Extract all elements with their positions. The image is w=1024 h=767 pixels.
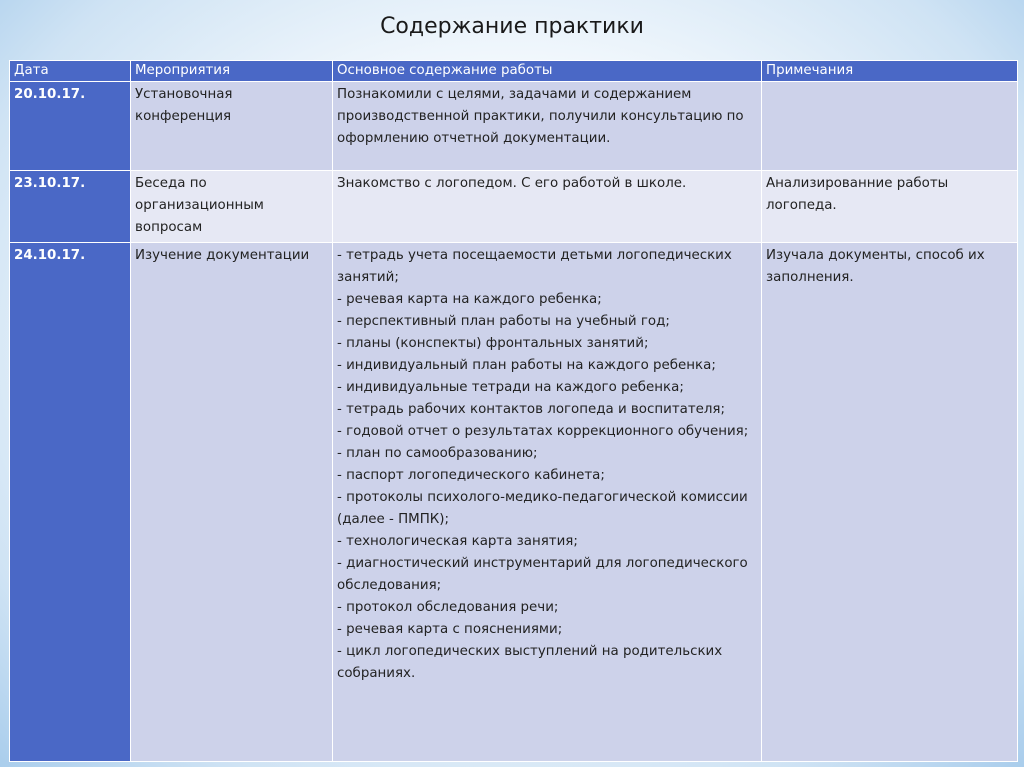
content-cell <box>333 243 762 762</box>
list-item: - годовой отчет о результатах коррекционного обучения; <box>337 424 749 439</box>
event-cell: Установочная конференция <box>131 82 333 171</box>
header-events: Мероприятия <box>131 61 333 82</box>
list-item: - тетрадь учета посещаемости детьми логопедических занятий; <box>337 248 732 285</box>
date-cell: 20.10.17. <box>10 82 131 171</box>
notes-cell: Анализированние работы логопеда. <box>762 171 1018 243</box>
practice-table <box>9 60 1018 762</box>
notes-cell <box>762 82 1018 171</box>
event-cell: Беседа по организационным вопросам <box>131 171 333 243</box>
content-cell: Познакомили с целями, задачами и содержанием производственной практики, получили консультацию по оформлению отчетной документации. <box>333 82 762 171</box>
notes-cell: Изучала документы, способ их заполнения. <box>762 243 1018 762</box>
event-cell: Изучение документации <box>131 243 333 762</box>
document-list <box>337 245 757 685</box>
date-cell: 24.10.17. <box>10 243 131 762</box>
list-item: - протокол обследования речи; <box>337 600 559 615</box>
list-item: - речевая карта на каждого ребенка; <box>337 292 602 307</box>
list-item: - речевая карта с пояснениями; <box>337 622 563 637</box>
list-item: - технологическая карта занятия; <box>337 534 578 549</box>
header-date: Дата <box>10 61 131 82</box>
list-item: - индивидуальные тетради на каждого ребенка; <box>337 380 684 395</box>
list-item: - план по самообразованию; <box>337 446 538 461</box>
list-item: - протоколы психолого-медико-педагогической комиссии (далее - ПМПК); <box>337 490 748 527</box>
list-item: - тетрадь рабочих контактов логопеда и воспитателя; <box>337 402 725 417</box>
table-header-row <box>10 61 1018 82</box>
list-item: - паспорт логопедического кабинета; <box>337 468 605 483</box>
table-row <box>10 171 1018 243</box>
table-row <box>10 82 1018 171</box>
header-content: Основное содержание работы <box>333 61 762 82</box>
content-cell: Знакомство с логопедом. С его работой в школе. <box>333 171 762 243</box>
list-item: - перспективный план работы на учебный год; <box>337 314 670 329</box>
date-cell: 23.10.17. <box>10 171 131 243</box>
table-row <box>10 243 1018 762</box>
list-item: - цикл логопедических выступлений на родительских собраниях. <box>337 644 723 681</box>
header-notes: Примечания <box>762 61 1018 82</box>
list-item: - индивидуальный план работы на каждого ребенка; <box>337 358 716 373</box>
list-item: - планы (конспекты) фронтальных занятий; <box>337 336 649 351</box>
list-item: - диагностический инструментарий для логопедического обследования; <box>337 556 748 593</box>
page-title: Содержание практики <box>380 14 644 39</box>
